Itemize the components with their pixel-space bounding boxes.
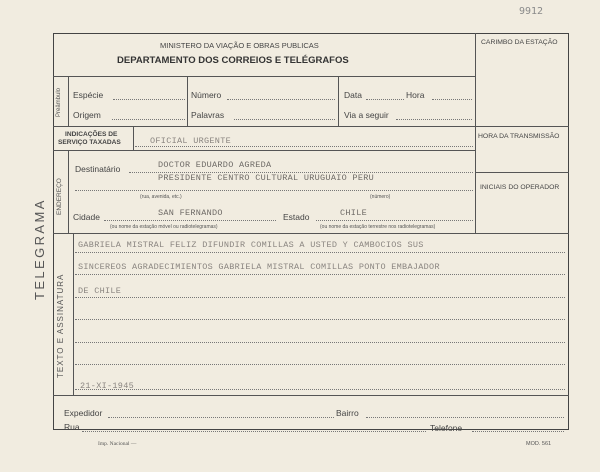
message-line1: GABRIELA MISTRAL FELIZ DIFUNDIR COMILLAS A USTED Y CAMBOCIOS SUS (78, 240, 424, 250)
hora-label: Hora (406, 90, 425, 100)
numero-label: Número (191, 90, 222, 100)
origem-label: Origem (73, 110, 101, 120)
telefone-field-line (472, 431, 564, 432)
hora-transmissao-label: HORA DA TRANSMISSÃO (478, 133, 560, 140)
indicacoes-divider (133, 126, 134, 150)
numero-field-line (227, 99, 335, 100)
preambulo-side-label: Preâmbulo (56, 87, 62, 117)
imprensa-nacional: Imp. Nacional — (98, 441, 137, 447)
especie-field-line (113, 99, 185, 100)
estado-value: CHILE (340, 208, 368, 218)
destinatario-label: Destinatário (75, 164, 121, 174)
telegrama-side-label: TELEGRAMA (32, 198, 47, 300)
especie-label: Espécie (73, 90, 104, 100)
origem-field-line (112, 119, 185, 120)
estado-hint: (ou nome da estação terrestre nos radiotelegramas) (320, 224, 436, 230)
message-rule-4 (75, 319, 565, 320)
message-line2: SINCEREOS AGRADECIMIENTOS GABRIELA MISTRAL COMILLAS PONTO EMBAJADOR (78, 262, 440, 272)
preamble-divider-1 (187, 76, 188, 126)
via-label: Via a seguir (344, 110, 389, 120)
header-bottom-line (53, 76, 475, 77)
destinatario-field-line2 (75, 190, 473, 191)
message-line3: DE CHILE (78, 286, 122, 296)
indicacoes-label-line1: INDICAÇÕES DE (65, 131, 118, 138)
via-field-line (396, 119, 472, 120)
indicacoes-label-line2: SERVIÇO TAXADAS (58, 139, 121, 146)
preamble-divider-2 (338, 76, 339, 126)
telefone-label: Telefone (430, 423, 463, 433)
department-title: DEPARTAMENTO DOS CORREIOS E TELÉGRAFOS (117, 55, 349, 66)
preamble-bottom-line (53, 126, 569, 127)
right-column-mid-line (475, 172, 569, 173)
indicacoes-value: OFICIAL URGENTE (150, 136, 232, 146)
rua-field-line (82, 431, 426, 432)
numero-hint: (número) (370, 194, 391, 200)
endereco-side-label: ENDEREÇO (56, 178, 63, 215)
indicacoes-bottom-line (53, 150, 475, 151)
address-bottom-line (53, 233, 569, 234)
texto-assinatura-side-label: TEXTO E ASSINATURA (56, 273, 65, 378)
ministry-name: MINISTERO DA VIAÇÃO E OBRAS PUBLICAS (160, 41, 319, 50)
stamp-box-label: CARIMBO DA ESTAÇÃO (481, 39, 558, 46)
message-rule-2 (75, 274, 565, 275)
message-bottom-line (53, 395, 569, 396)
message-rule-1 (75, 252, 565, 253)
expedidor-label: Expedidor (64, 408, 103, 418)
cidade-field-line (104, 220, 276, 221)
destinatario-line1: DOCTOR EDUARDO AGREDA (158, 160, 272, 170)
cidade-hint: (ou nome da estação móvel ou radiotelegramas) (110, 224, 218, 230)
right-column-divider (475, 33, 476, 233)
modelo-number: MOD. 561 (526, 441, 552, 447)
handwritten-reference-number: 9912 (519, 6, 544, 17)
indicacoes-field-line (135, 146, 473, 147)
data-label: Data (344, 90, 362, 100)
cidade-value: SAN FERNANDO (158, 208, 223, 218)
rua-label: Rua (64, 422, 80, 432)
palavras-field-line (234, 119, 335, 120)
message-rule-5 (75, 342, 565, 343)
iniciais-operador-label: INICIAIS DO OPERADOR (480, 184, 560, 191)
hora-field-line (432, 99, 472, 100)
palavras-label: Palavras (191, 110, 225, 120)
message-rule-7 (75, 389, 565, 390)
rua-hint: (rua, avenida, etc.) (140, 194, 182, 200)
preamble-left-divider (68, 76, 69, 126)
destinatario-line2: PRESIDENTE CENTRO CULTURAL URUGUAIO PERU (158, 173, 375, 183)
message-rule-3 (75, 297, 565, 298)
message-rule-6 (75, 364, 565, 365)
data-field-line (366, 99, 404, 100)
estado-label: Estado (283, 212, 310, 222)
bairro-field-line (366, 417, 564, 418)
expedidor-field-line (108, 417, 334, 418)
bairro-label: Bairro (336, 408, 359, 418)
telegram-form (53, 33, 569, 430)
address-left-divider (68, 150, 69, 233)
message-left-divider (73, 233, 74, 395)
cidade-label: Cidade (73, 212, 100, 222)
message-date: 21-XI-1945 (80, 381, 135, 391)
estado-field-line (316, 220, 473, 221)
